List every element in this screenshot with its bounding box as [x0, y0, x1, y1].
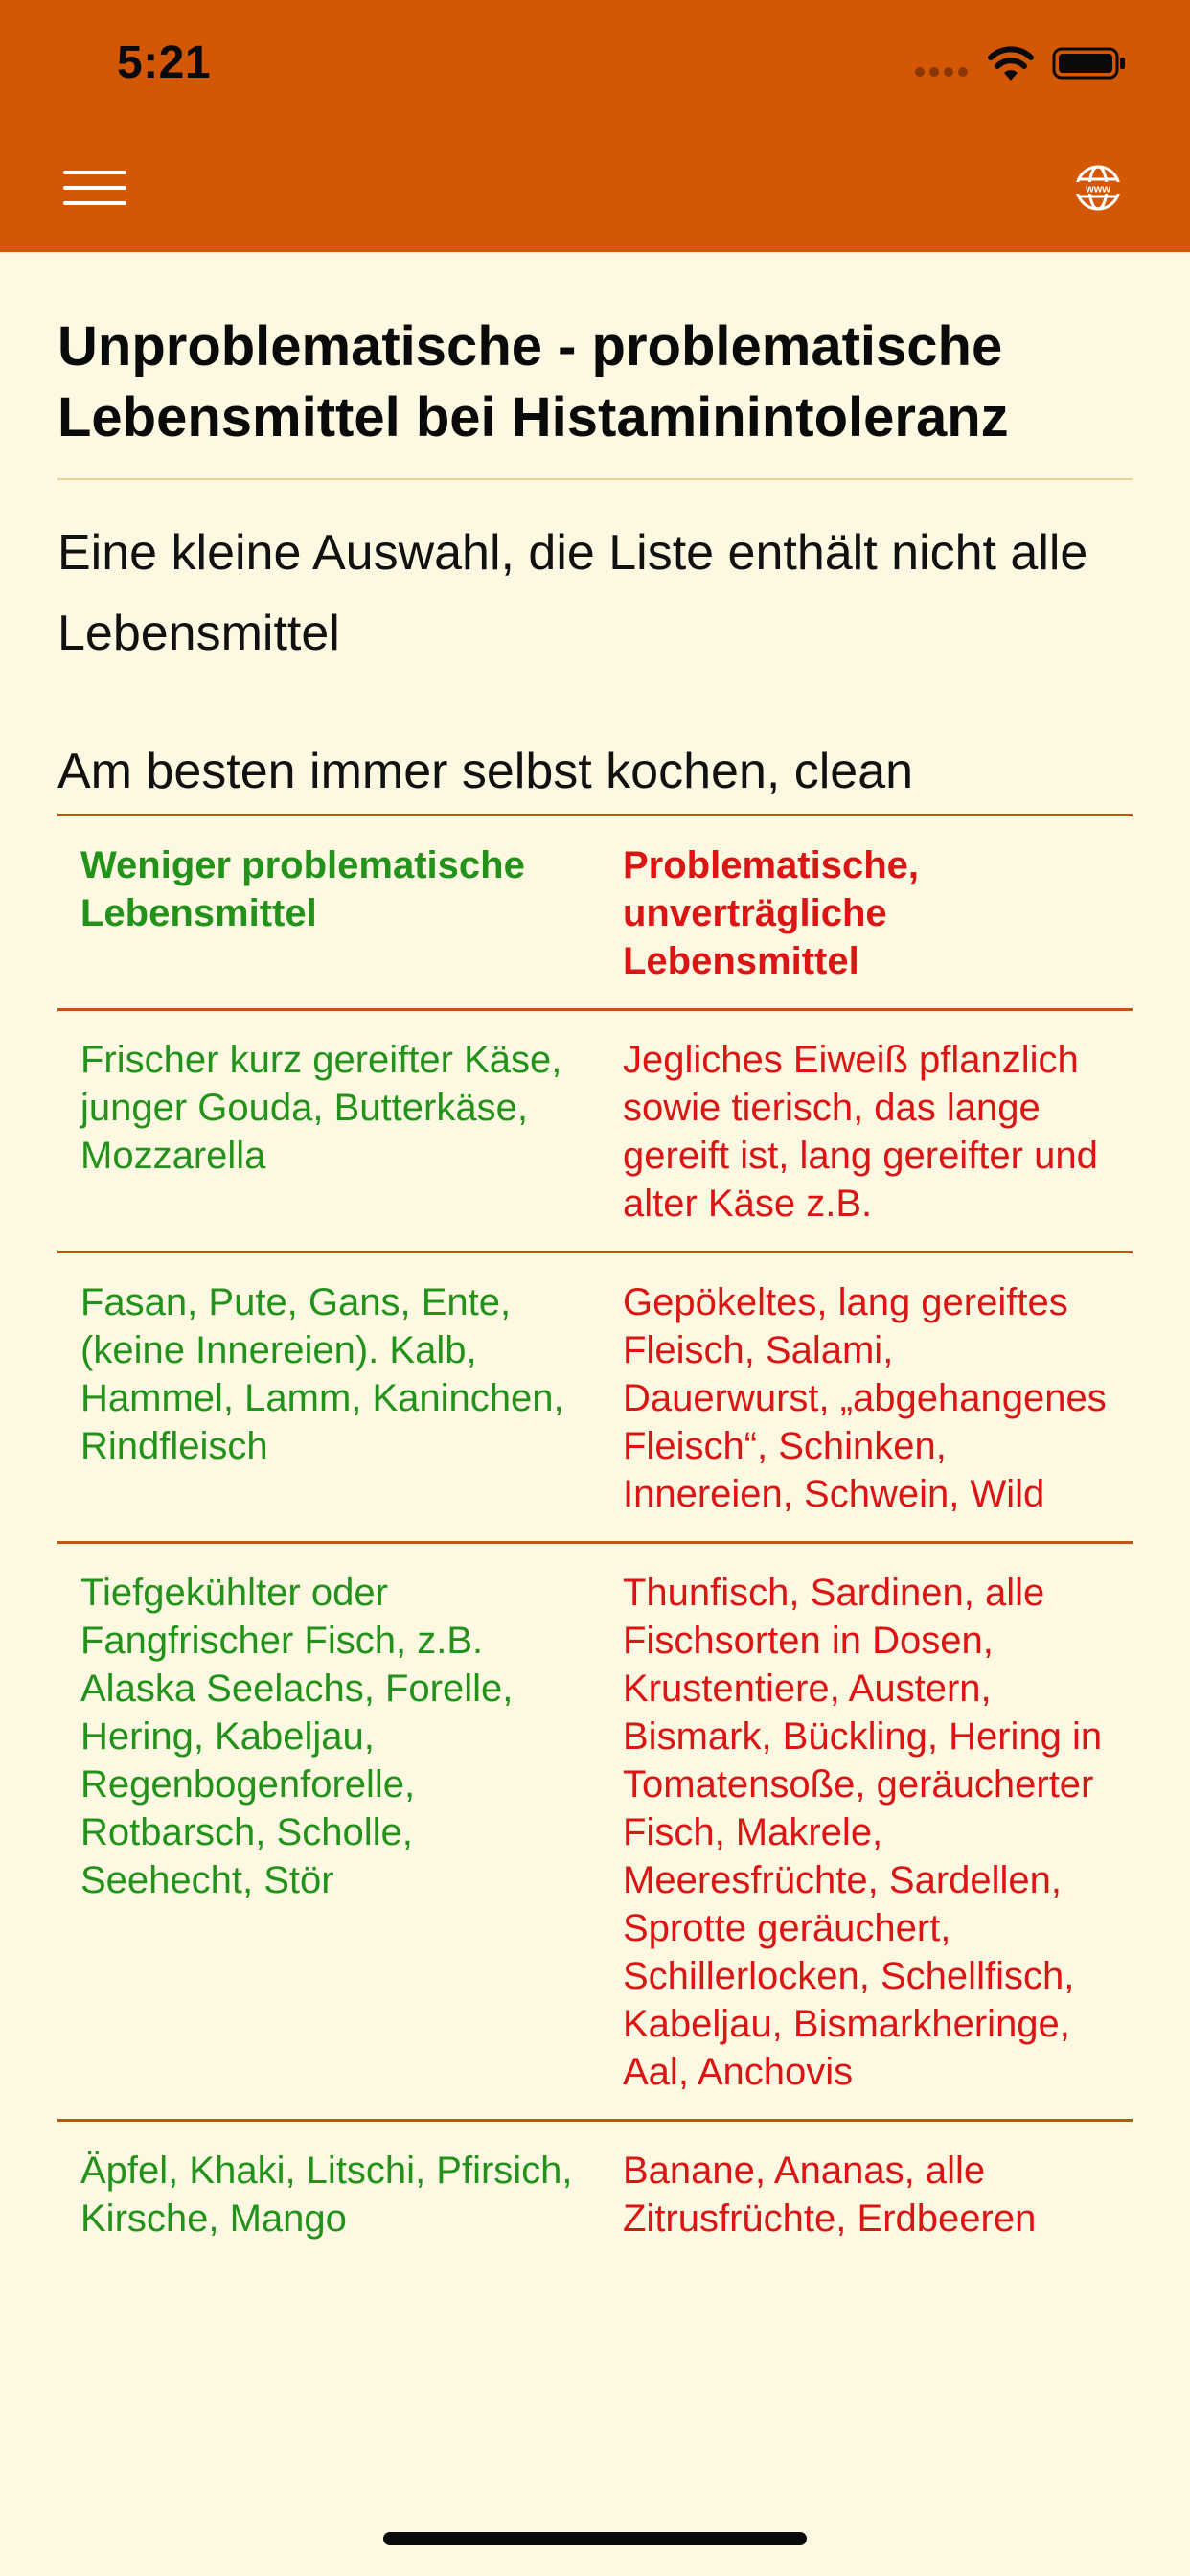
- main-content[interactable]: [57, 252, 1133, 2420]
- battery-icon: [1052, 46, 1127, 80]
- hamburger-menu-icon[interactable]: [63, 169, 128, 207]
- food-table: [57, 814, 1133, 2266]
- app-header: [0, 0, 1190, 252]
- svg-text:www: www: [1086, 183, 1110, 196]
- globe-www-icon[interactable]: [1073, 163, 1123, 213]
- table-row: [57, 1008, 1133, 1251]
- table-row: [57, 2119, 1133, 2266]
- intro-text: Eine kleine Auswahl, die Liste enthält nicht alle Lebensmittel: [57, 525, 1088, 661]
- good-foods-cell: Fasan, Pute, Gans, Ente, (keine Innereien). Kalb, Hammel, Lamm, Kaninchen, Rindfleisch: [80, 1281, 564, 1467]
- good-foods-cell: Frischer kurz gereifter Käse, junger Gouda, Butterkäse, Mozzarella: [80, 1039, 562, 1177]
- good-foods-cell: Äpfel, Khaki, Litschi, Pfirsich, Kirsche, Mango: [80, 2150, 573, 2240]
- page-title: Unproblematische - problematische Lebensmittel bei Histaminintoleranz: [57, 315, 1009, 448]
- table-row: [57, 1541, 1133, 2119]
- bad-foods-cell: Gepökeltes, lang gereiftes Fleisch, Salami, Dauerwurst, „abgehangenes Fleisch“, Schinken, Innereien, Schwein, Wild: [623, 1281, 1107, 1515]
- bad-foods-cell: Thunfisch, Sardinen, alle Fischsorten in Dosen, Krustentiere, Austern, Bismark, Bückling, Hering in Tomatensoße, geräucherter Fisch, Makrele, Meeresfrüchte, Sardellen, Sprotte geräuchert, Schillerlocken, Schellfisch, Kabeljau, Bismarkheringe, Aal, Anchovis: [623, 1572, 1103, 2093]
- cellular-signal-icon: [915, 67, 969, 80]
- bad-foods-cell: Jegliches Eiweiß pflanzlich sowie tierisch, das lange gereift ist, lang gereifter und alter Käse z.B.: [623, 1039, 1098, 1225]
- status-time: 5:21: [117, 37, 212, 88]
- wifi-icon: [987, 46, 1035, 82]
- header-bad-foods: Problematische, unverträgliche Lebensmittel: [623, 844, 920, 982]
- title-divider: [57, 478, 1133, 480]
- header-good-foods: Weniger problematische Lebensmittel: [80, 844, 525, 934]
- table-header-row: [57, 814, 1133, 1008]
- note-text: Am besten immer selbst kochen, clean: [57, 744, 914, 794]
- table-row: [57, 1251, 1133, 1541]
- home-indicator[interactable]: [383, 2532, 807, 2545]
- good-foods-cell: Tiefgekühlter oder Fangfrischer Fisch, z.B. Alaska Seelachs, Forelle, Hering, Kabeljau, Regenbogenforelle, Rotbarsch, Scholle, Seehecht, Stör: [80, 1572, 514, 1901]
- bad-foods-cell: Banane, Ananas, alle Zitrusfrüchte, Erdbeeren: [623, 2150, 1037, 2240]
